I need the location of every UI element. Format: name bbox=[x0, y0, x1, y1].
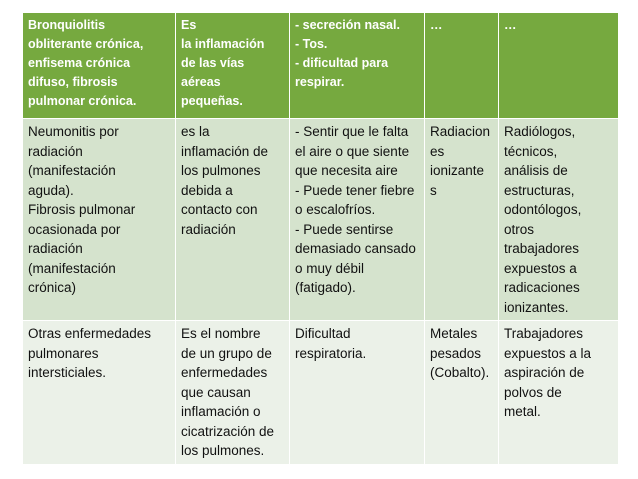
cell-workers: Trabajadores expuestos a la aspiración de polvos de metal. bbox=[499, 321, 619, 465]
cell-agent: Radiacion es ionizante s bbox=[425, 119, 499, 321]
cell-agent: Metales pesados (Cobalto). bbox=[425, 321, 499, 465]
cell-description: Es el nombre de un grupo de enfermedades que causan inflamación o cicatrización de los pulmones. bbox=[176, 321, 290, 465]
header-cell-workers: … bbox=[499, 13, 619, 119]
cell-disease: Neumonitis por radiación (manifestación aguda). Fibrosis pulmonar ocasionada por radiación (manifestación crónica) bbox=[23, 119, 176, 321]
table-header-row bbox=[23, 13, 619, 119]
disease-table bbox=[22, 12, 619, 465]
header-cell-disease: Bronquiolitis obliterante crónica, enfisema crónica difuso, fibrosis pulmonar crónica. bbox=[23, 13, 176, 119]
cell-symptoms: Dificultad respiratoria. bbox=[290, 321, 425, 465]
cell-description: es la inflamación de los pulmones debida a contacto con radiación bbox=[176, 119, 290, 321]
cell-symptoms: - Sentir que le falta el aire o que siente que necesita aire - Puede tener fiebre o escalofríos. - Puede sentirse demasiado cansado o muy débil (fatigado). bbox=[290, 119, 425, 321]
table-row bbox=[23, 119, 619, 321]
header-cell-agent: … bbox=[425, 13, 499, 119]
cell-disease: Otras enfermedades pulmonares intersticiales. bbox=[23, 321, 176, 465]
header-cell-symptoms: - secreción nasal. - Tos. - dificultad para respirar. bbox=[290, 13, 425, 119]
header-cell-description: Es la inflamación de las vías aéreas pequeñas. bbox=[176, 13, 290, 119]
table-row bbox=[23, 321, 619, 465]
cell-workers: Radiólogos, técnicos, análisis de estructuras, odontólogos, otros trabajadores expuestos a radicaciones ionizantes. bbox=[499, 119, 619, 321]
